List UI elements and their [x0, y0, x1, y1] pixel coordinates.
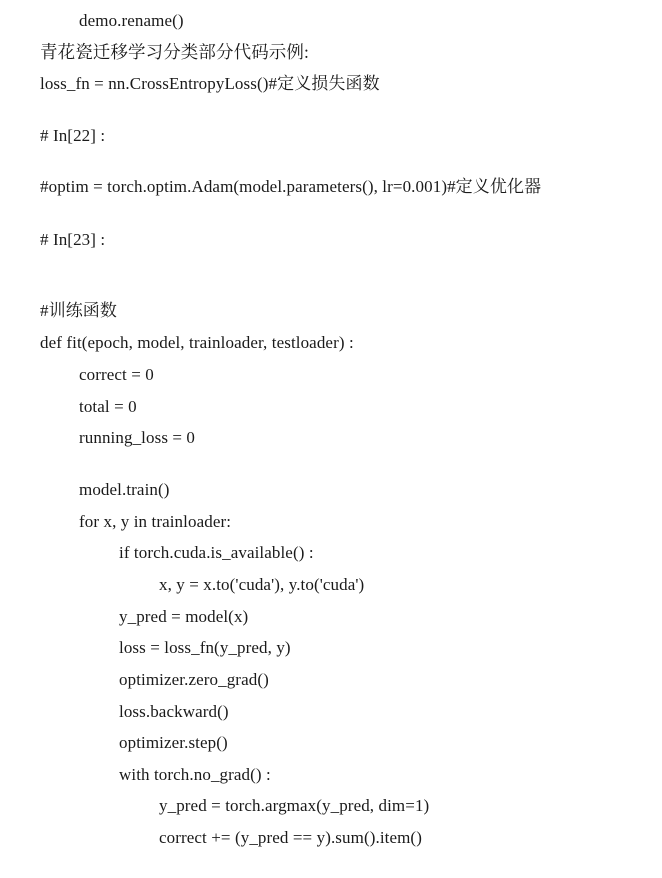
code-line: correct = 0	[79, 365, 154, 384]
code-line: demo.rename()	[79, 11, 184, 30]
code-line: model.train()	[79, 480, 170, 499]
code-line: running_loss = 0	[79, 428, 196, 447]
code-line: with torch.no_grad() :	[119, 765, 271, 784]
code-line: def fit(epoch, model, trainloader, testloader) :	[40, 333, 354, 352]
code-line: total = 0	[79, 397, 137, 416]
code-line: loss.backward()	[119, 702, 229, 721]
code-line: # In[23] :	[40, 230, 106, 249]
code-comment: #训练函数	[40, 301, 117, 320]
code-line: x, y = x.to('cuda'), y.to('cuda')	[159, 575, 365, 594]
code-line: #optim = torch.optim.Adam(model.parameters(), lr=0.001)#定义优化器	[40, 177, 542, 196]
code-line: optimizer.step()	[119, 733, 228, 752]
section-heading: 青花瓷迁移学习分类部分代码示例:	[40, 42, 309, 62]
code-line: for x, y in trainloader:	[79, 512, 232, 531]
code-line: y_pred = model(x)	[119, 607, 249, 626]
code-line: optimizer.zero_grad()	[119, 670, 269, 689]
code-line: # In[22] :	[40, 126, 106, 145]
code-line: loss_fn = nn.CrossEntropyLoss()#定义损失函数	[40, 74, 380, 93]
code-line: y_pred = torch.argmax(y_pred, dim=1)	[159, 796, 430, 815]
code-line: correct += (y_pred == y).sum().item()	[159, 828, 422, 847]
code-line: if torch.cuda.is_available() :	[119, 543, 314, 562]
code-line: loss = loss_fn(y_pred, y)	[119, 638, 291, 657]
